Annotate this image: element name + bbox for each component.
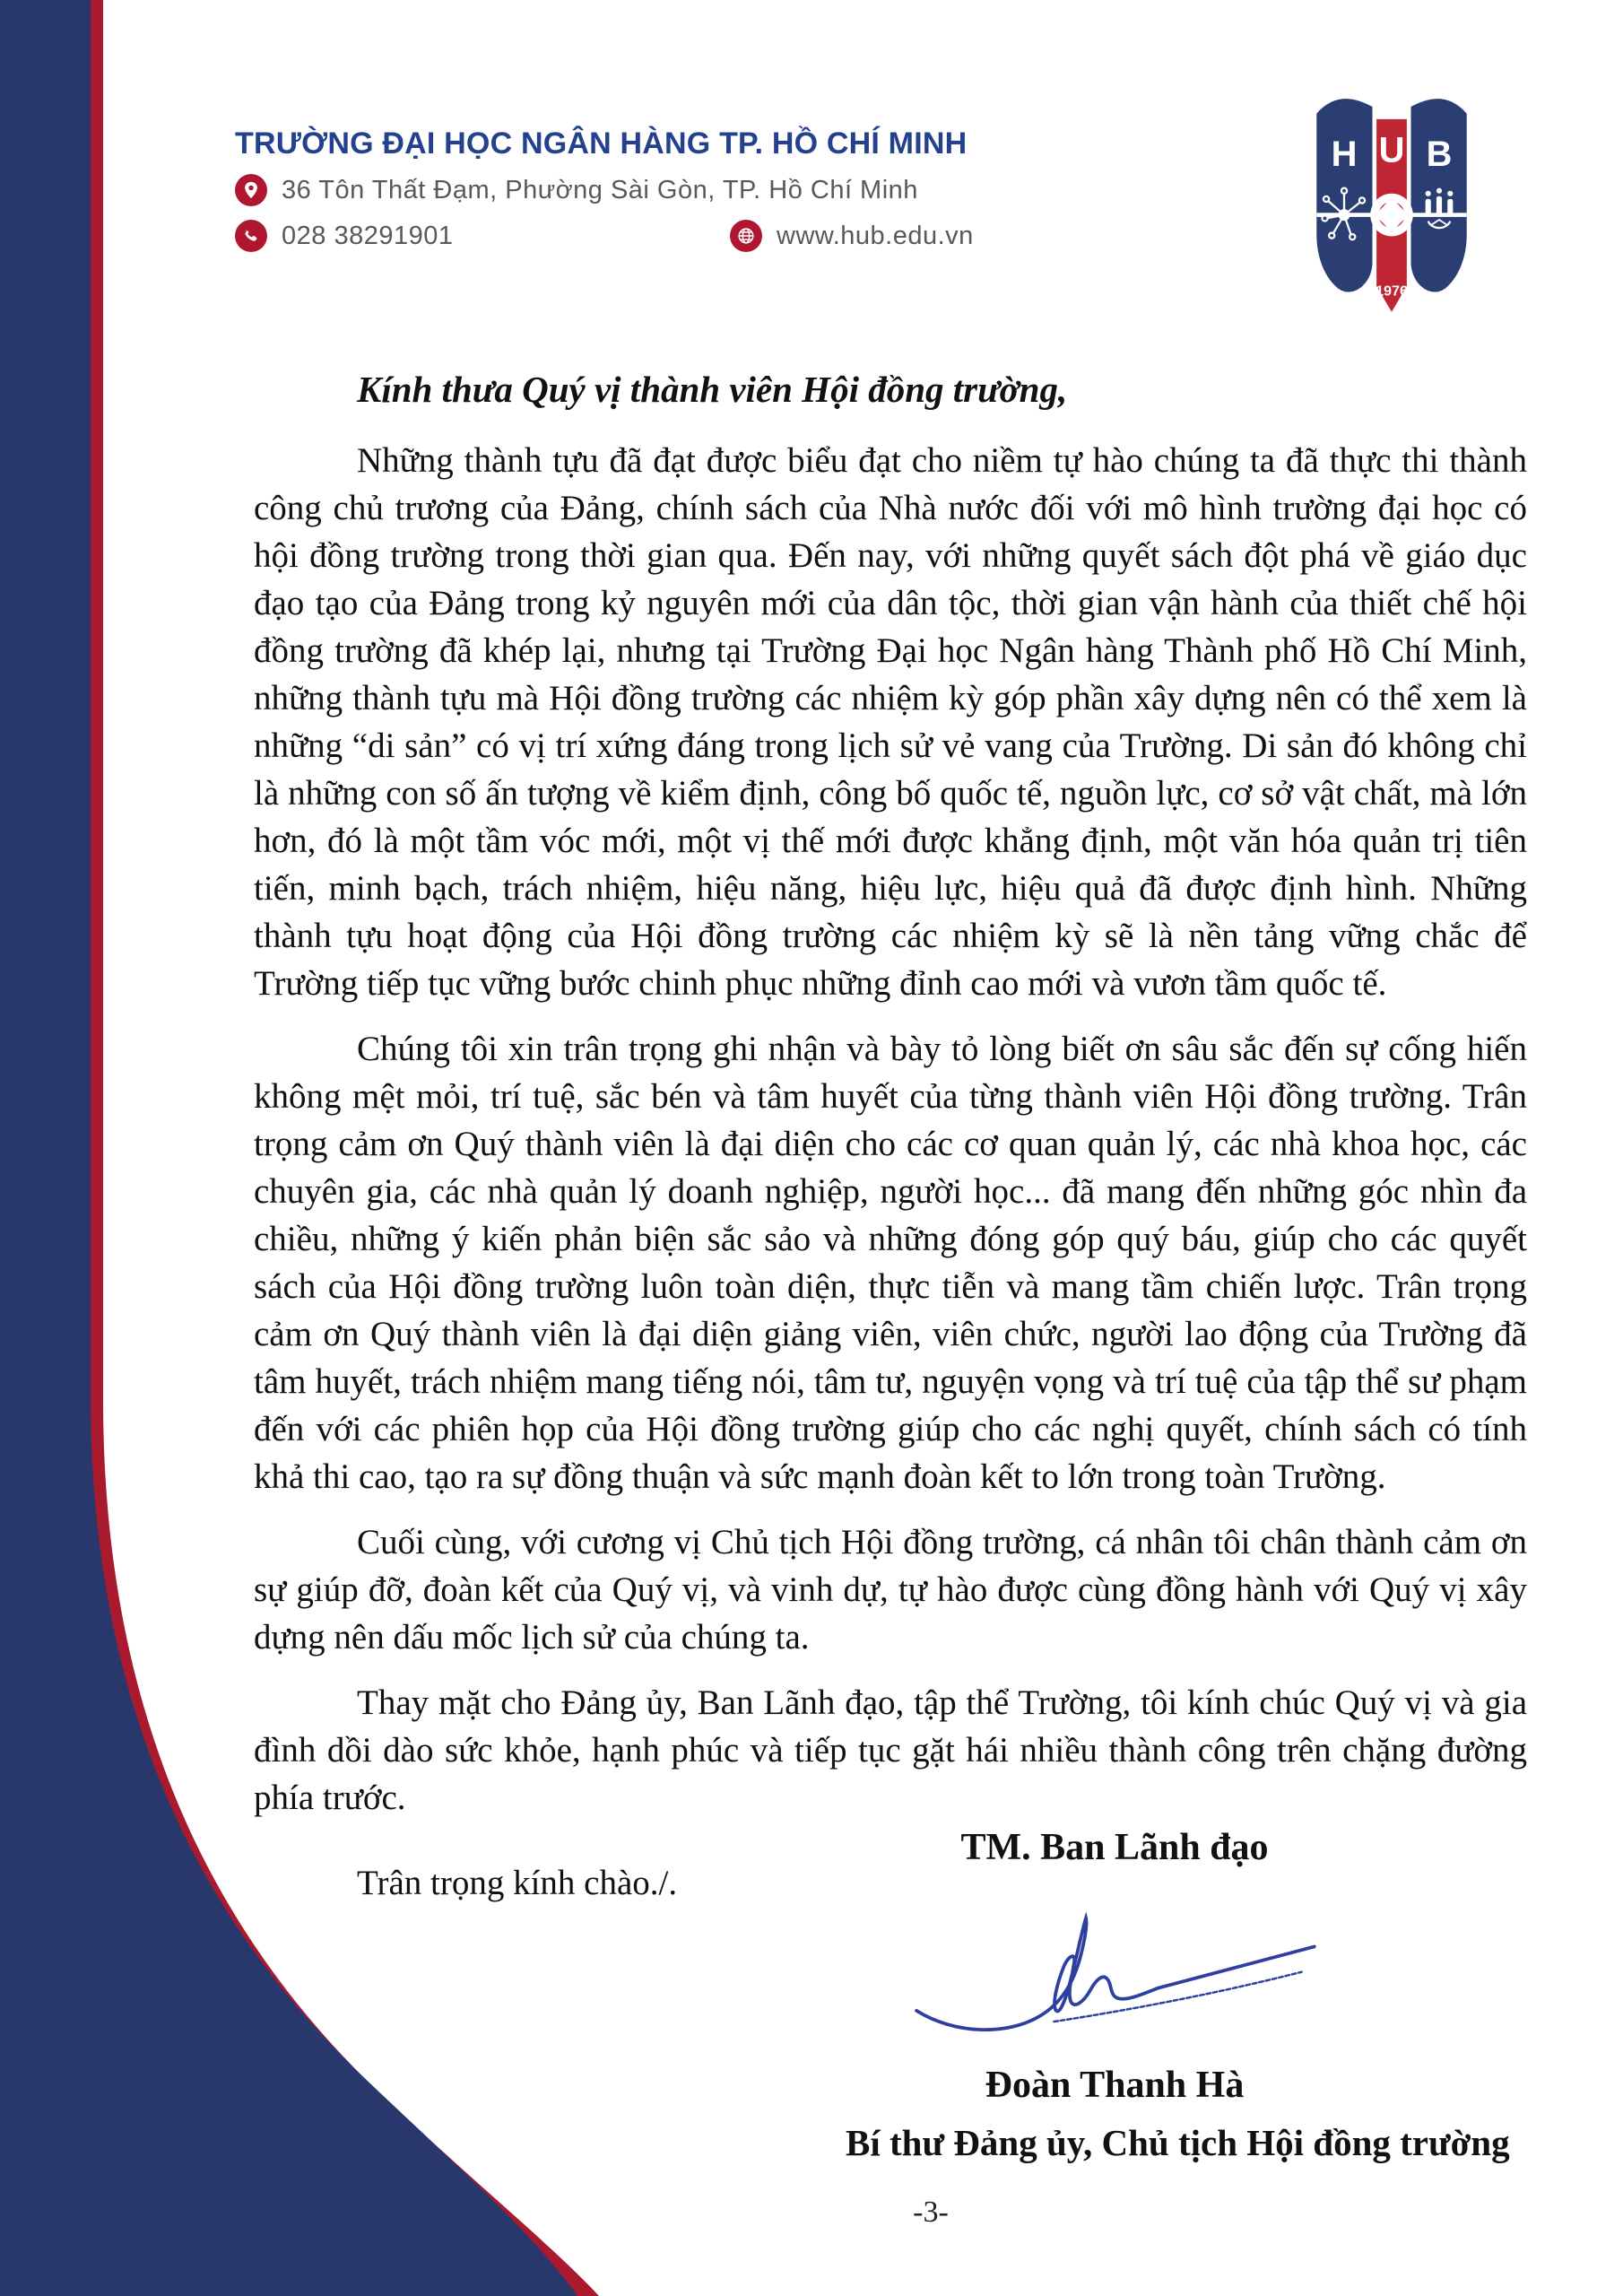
location-pin-icon bbox=[235, 174, 267, 206]
signature-block bbox=[846, 1825, 1510, 2165]
contact-row bbox=[235, 219, 1266, 253]
signer-name: Đoàn Thanh Hà bbox=[985, 2065, 1245, 2106]
globe-icon bbox=[730, 220, 762, 252]
logo-letter-b: B bbox=[1426, 135, 1453, 175]
letter-paragraph: Thay mặt cho Đảng ủy, Ban Lãnh đạo, tập thể Trường, tôi kính chúc Quý vị và gia đình dồi dào sức khỏe, hạnh phúc và tiếp tục gặt hái nhiều thành công trên chặng đường phía trước. bbox=[254, 1683, 1527, 1817]
handwritten-signature bbox=[904, 1877, 1325, 2057]
phone-icon bbox=[235, 220, 267, 252]
website-text: www.hub.edu.vn bbox=[777, 221, 974, 250]
phone-text: 028 38291901 bbox=[282, 221, 454, 250]
page-number: -3- bbox=[913, 2196, 949, 2229]
hub-logo bbox=[1306, 75, 1478, 328]
website-group bbox=[730, 219, 974, 253]
letter-paragraph: Cuối cùng, với cương vị Chủ tịch Hội đồng trường, cá nhân tôi chân thành cảm ơn sự giúp đỡ, đoàn kết của Quý vị, và vinh dự, tự hào được cùng đồng hành với Quý vị xây dựng nên dấu mốc lịch sử của chúng ta. bbox=[254, 1523, 1527, 1657]
address-row bbox=[235, 173, 1266, 207]
logo-letter-u: U bbox=[1378, 130, 1405, 170]
logo-right-panel bbox=[1411, 99, 1467, 291]
letter-paragraph: Những thành tựu đã đạt được biểu đạt cho niềm tự hào chúng ta đã thực thi thành công chủ trương của Đảng, chính sách của Nhà nước đối với mô hình trường đại học có hội đồng trường trong thời gian qua. Đến nay, với những quyết sách đột phá về giáo dục đạo tạo của Đảng trong kỷ nguyên mới của dân tộc, thời gian vận hành của thiết chế hội đồng trường đã khép lại, nhưng tại Trường Đại học Ngân hàng Thành phố Hồ Chí Minh, những thành tựu mà Hội đồng trường các nhiệm kỳ góp phần xây dựng nên có thể xem là những “di sản” có vị trí xứng đáng trong lịch sử vẻ vang của Trường. Di sản đó không chỉ là những con số ấn tượng về kiểm định, công bố quốc tế, nguồn lực, cơ sở vật chất, mà lớn hơn, đó là một tầm vóc mới, một vị thế mới được khẳng định, một văn hóa quản trị tiên tiến, minh bạch, trách nhiệm, hiệu năng, hiệu lực, hiệu quả đã được định hình. Những thành tựu hoạt động của Hội đồng trường các nhiệm kỳ sẽ là nền tảng vững chắc để Trường tiếp tục vững bước chinh phục những đỉnh cao mới và vươn tầm quốc tế. bbox=[254, 441, 1527, 1003]
letter-body bbox=[254, 366, 1527, 1942]
letterhead bbox=[235, 126, 1266, 253]
salutation: Kính thưa Quý vị thành viên Hội đồng trường, bbox=[357, 369, 1068, 410]
on-behalf-line: TM. Ban Lãnh đạo bbox=[960, 1827, 1269, 1868]
signer-title: Bí thư Đảng ủy, Chủ tịch Hội đồng trường bbox=[846, 2122, 1510, 2163]
letter-paragraph: Chúng tôi xin trân trọng ghi nhận và bày tỏ lòng biết ơn sâu sắc đến sự cống hiến không mệt mỏi, trí tuệ, sắc bén và tâm huyết của từng thành viên Hội đồng trường. Trân trọng cảm ơn Quý thành viên là đại diện cho các cơ quan quản lý, các nhà khoa học, các chuyên gia, các nhà quản lý doanh nghiệp, người học... đã mang đến những góc nhìn đa chiều, những ý kiến phản biện sắc sảo và những đóng góp quý báu, giúp cho các quyết sách của Hội đồng trường luôn toàn diện, thực tiễn và mang tầm chiến lược. Trân trọng cảm ơn Quý thành viên là đại diện giảng viên, viên chức, người lao động của Trường đã tâm huyết, trách nhiệm mang tiếng nói, tâm tư, nguyện vọng và trí tuệ của tập thể sư phạm đến với các phiên họp của Hội đồng trường giúp cho các nghị quyết, chính sách có tính khả thi cao, tạo ra sự đồng thuận và sức mạnh đoàn kết to lớn trong toàn Trường. bbox=[254, 1030, 1527, 1496]
address-text: 36 Tôn Thất Đạm, Phường Sài Gòn, TP. Hồ Chí Minh bbox=[282, 175, 918, 204]
logo-letter-h: H bbox=[1331, 135, 1358, 175]
closing-line: Trân trọng kính chào./. bbox=[357, 1864, 678, 1902]
logo-year: 1976 bbox=[1376, 283, 1408, 300]
university-name: TRƯỜNG ĐẠI HỌC NGÂN HÀNG TP. HỒ CHÍ MINH bbox=[235, 126, 968, 161]
